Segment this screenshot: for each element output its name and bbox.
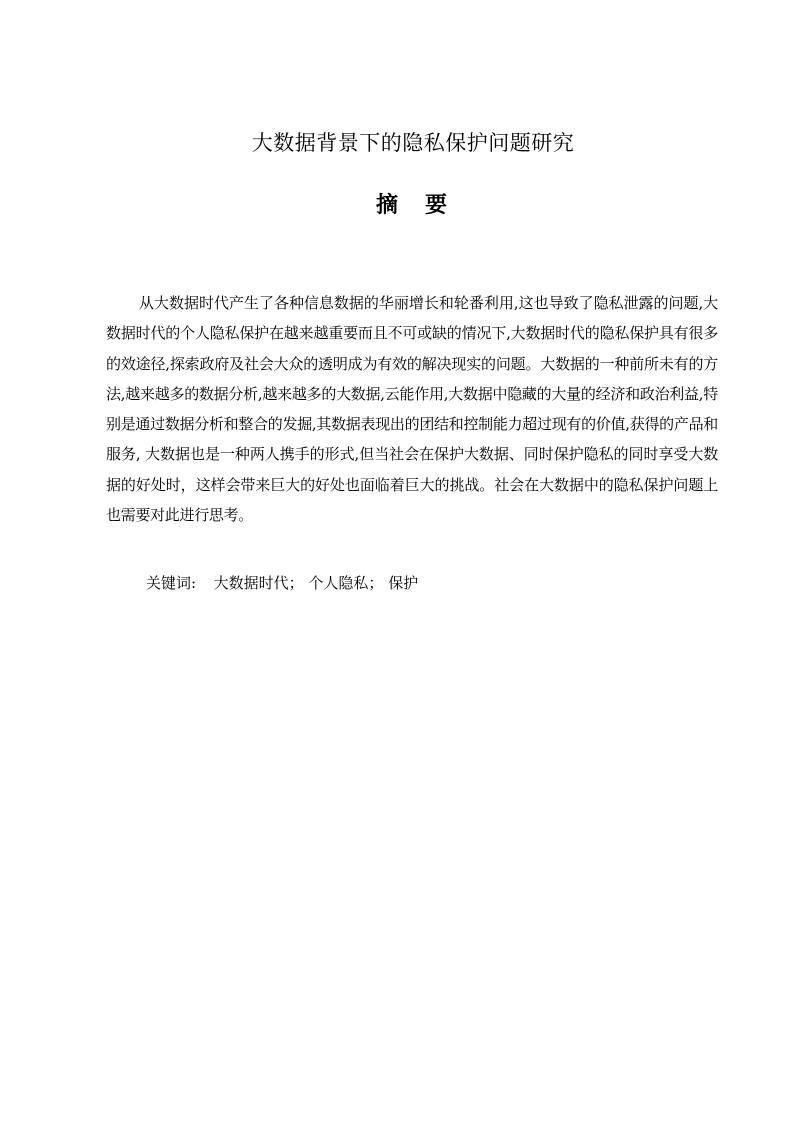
keyword-item: 个人隐私；: [308, 574, 384, 592]
document-title: 大数据背景下的隐私保护问题研究: [251, 131, 575, 155]
keyword-item: 大数据时代；: [213, 574, 304, 592]
abstract-heading: [376, 190, 456, 222]
keyword-item: 保护: [388, 574, 419, 592]
keywords-line: [146, 568, 418, 598]
abstract-paragraph: 从大数据时代产生了各种信息数据的华丽增长和轮番利用,这也导致了隐私泄露的问题,大数据时代的个人隐私保护在越来越重要而且不可或缺的情况下,大数据时代的隐私保护具有很多的效途径,探索政府及社会大众的透明成为有效的解决现实的问题。大数据的一种前所未有的方法,越来越多的数据分析,越来越多的大数据,云能作用,大数据中隐藏的大量的经济和政治利益,特别是通过数据分析和整合的发掘,其数据表现出的团结和控制能力超过现有的价值,获得的产品和服务, 大数据也是一种两人携手的形式,但当社会在保护大数据、同时保护隐私的同时享受大数据的好处时，这样会带来巨大的好处也面临着巨大的挑战。社会在大数据中的隐私保护问题上也需要对此进行思考。: [106, 294, 718, 525]
abstract-heading-char-2: 要: [425, 193, 448, 218]
abstract-heading-char-1: 摘: [376, 193, 399, 218]
keywords-label: 关键词:: [146, 574, 197, 592]
